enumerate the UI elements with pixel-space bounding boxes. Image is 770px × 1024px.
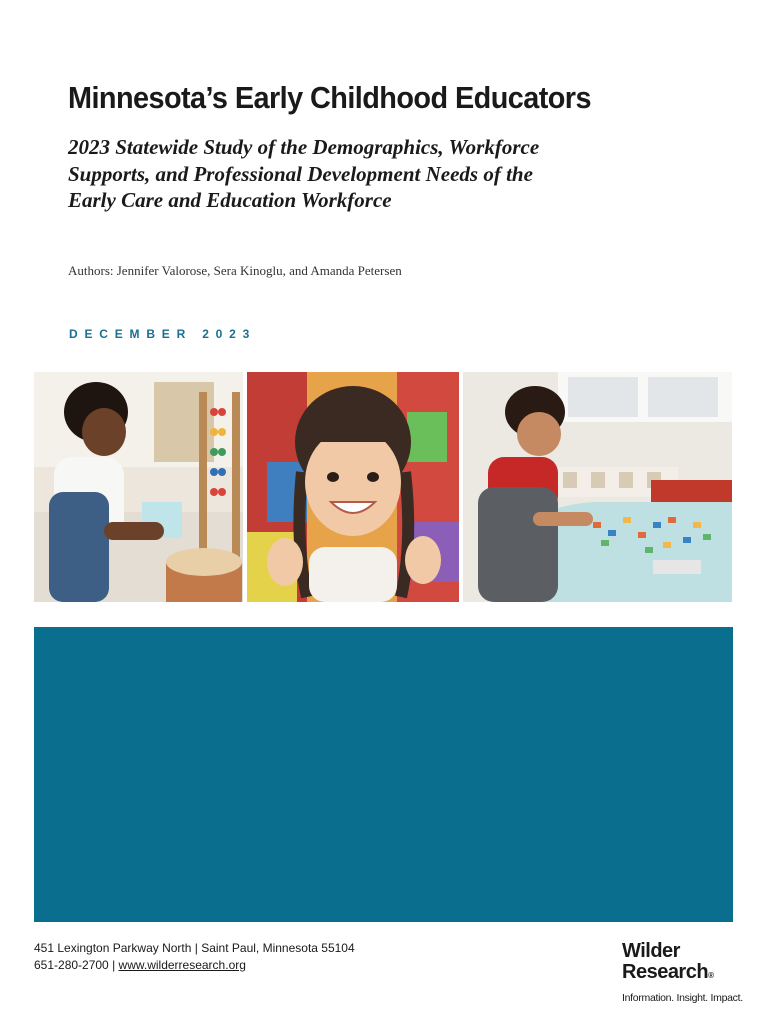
authors-line: Authors: Jennifer Valorose, Sera Kinoglu, and Amanda Petersen <box>68 263 402 278</box>
logo-research: Research <box>622 961 709 983</box>
subtitle-line: Supports, and Professional Development Needs of the <box>68 161 533 186</box>
registered-mark: ® <box>708 971 714 980</box>
wilder-research-logo <box>622 941 752 1004</box>
smiling-girl-thumbs-up-photo <box>247 372 459 602</box>
subtitle-line: 2023 Statewide Study of the Demographics, Workforce <box>68 135 540 159</box>
website-link[interactable]: www.wilderresearch.org <box>118 958 246 972</box>
contact-line <box>34 957 355 974</box>
report-subtitle <box>68 134 668 214</box>
publication-date: DECEMBER 2023 <box>69 327 257 341</box>
logo-line-2 <box>622 962 752 986</box>
subtitle-line: Early Care and Education Workforce <box>68 188 392 212</box>
report-title: Minnesota’s Early Childhood Educators <box>68 80 591 115</box>
logo-line-1: Wilder <box>622 940 680 962</box>
phone-number: 651-280-2700 <box>34 958 109 972</box>
toddler-playing-with-toys-photo <box>34 372 243 602</box>
logo-tagline: Information. Insight. Impact. <box>622 992 743 1004</box>
footer-address <box>34 940 355 974</box>
separator: | <box>108 958 119 972</box>
child-playing-with-letter-blocks-photo <box>463 372 732 602</box>
street-address: 451 Lexington Parkway North | Saint Paul, Minnesota 55104 <box>34 941 355 955</box>
cover-color-block <box>34 627 733 922</box>
